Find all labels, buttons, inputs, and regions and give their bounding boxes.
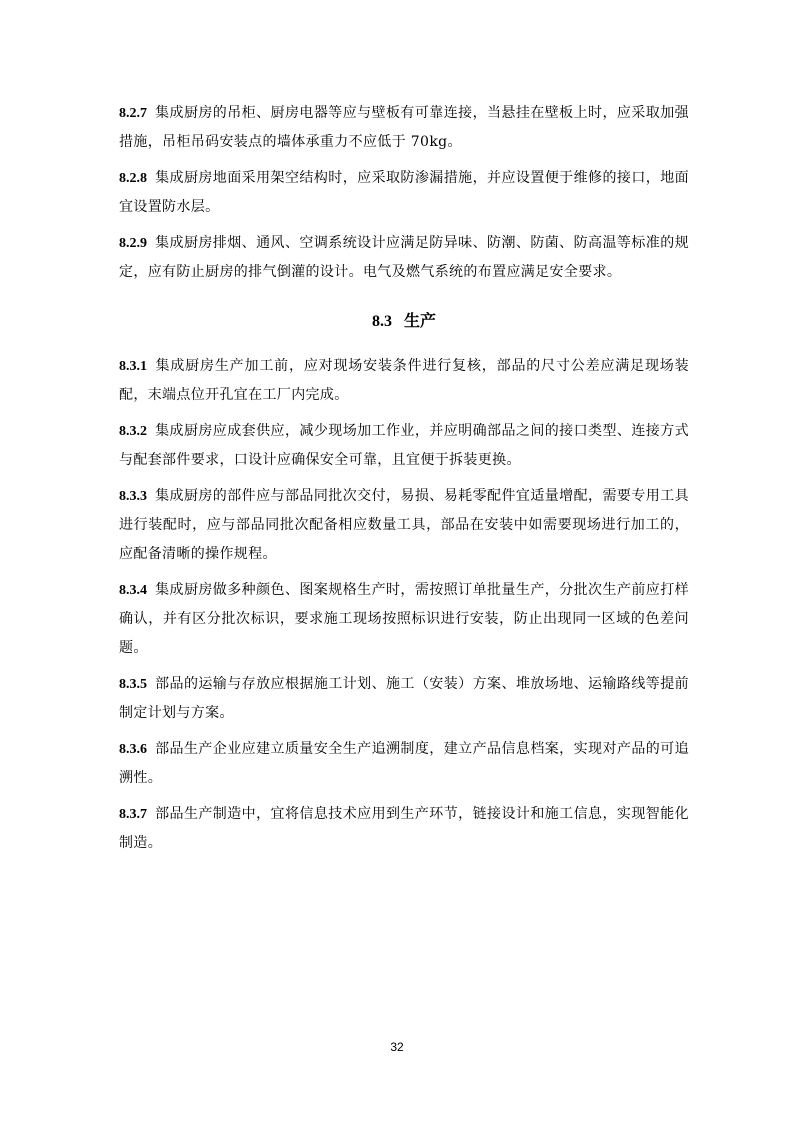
clause-number: 8.3.7 (119, 807, 147, 822)
clause-8-3-3 (119, 482, 689, 569)
clause-text: 部品生产企业应建立质量安全生产追溯制度，建立产品信息档案，实现对产品的可追溯性。 (119, 741, 689, 786)
clause-number: 8.3.6 (119, 742, 147, 757)
clause-text: 集成厨房排烟、通风、空调系统设计应满足防异味、防潮、防菌、防高温等标准的规定，应有防止厨房的排气倒灌的设计。电气及燃气系统的布置应满足安全要求。 (119, 235, 689, 280)
clause-text: 部品生产制造中，宜将信息技术应用到生产环节，链接设计和施工信息，实现智能化制造。 (119, 806, 689, 851)
clause-number: 8.3.5 (119, 677, 147, 692)
clause-8-3-1 (119, 352, 689, 410)
page-content (119, 99, 689, 865)
clause-8-3-2 (119, 417, 689, 475)
clause-8-3-4 (119, 576, 689, 663)
clause-text: 部品的运输与存放应根据施工计划、施工（安装）方案、堆放场地、运输路线等提前制定计划与方案。 (119, 676, 689, 721)
section-number: 8.3 (371, 313, 392, 330)
page-number: 32 (390, 1040, 404, 1054)
clause-text: 集成厨房的吊柜、厨房电器等应与壁板有可靠连接，当悬挂在壁板上时，应采取加强措施，吊柜吊码安装点的墙体承重力不应低于 70kg。 (119, 105, 689, 150)
clause-8-2-9 (119, 229, 689, 287)
clause-8-3-5 (119, 670, 689, 728)
clause-number: 8.3.1 (119, 359, 147, 374)
clause-text: 集成厨房地面采用架空结构时，应采取防渗漏措施，并应设置便于维修的接口，地面宜设置防水层。 (119, 170, 689, 215)
clause-text: 集成厨房生产加工前，应对现场安装条件进行复核，部品的尺寸公差应满足现场装配，末端点位开孔宜在工厂内完成。 (119, 358, 689, 403)
clause-8-3-7 (119, 800, 689, 858)
clause-text: 集成厨房的部件应与部品同批次交付，易损、易耗零配件宜适量增配，需要专用工具进行装配时，应与部品同批次配备相应数量工具，部品在安装中如需要现场进行加工的，应配备清晰的操作规程。 (119, 488, 689, 562)
clause-8-2-8 (119, 164, 689, 222)
clause-number: 8.2.9 (119, 236, 147, 251)
clause-number: 8.2.8 (119, 171, 147, 186)
section-title: 生产 (403, 311, 436, 330)
section-heading (119, 309, 689, 334)
clause-8-2-7 (119, 99, 689, 157)
clause-number: 8.3.3 (119, 489, 147, 504)
clause-number: 8.3.4 (119, 583, 147, 598)
clause-8-3-6 (119, 735, 689, 793)
clause-text: 集成厨房应成套供应，减少现场加工作业，并应明确部品之间的接口类型、连接方式与配套部件要求，口设计应确保安全可靠，且宜便于拆装更换。 (119, 423, 689, 468)
clause-number: 8.3.2 (119, 424, 147, 439)
clause-number: 8.2.7 (119, 106, 147, 121)
clause-text: 集成厨房做多种颜色、图案规格生产时，需按照订单批量生产，分批次生产前应打样确认，并有区分批次标识，要求施工现场按照标识进行安装，防止出现同一区域的色差问题。 (119, 582, 689, 656)
